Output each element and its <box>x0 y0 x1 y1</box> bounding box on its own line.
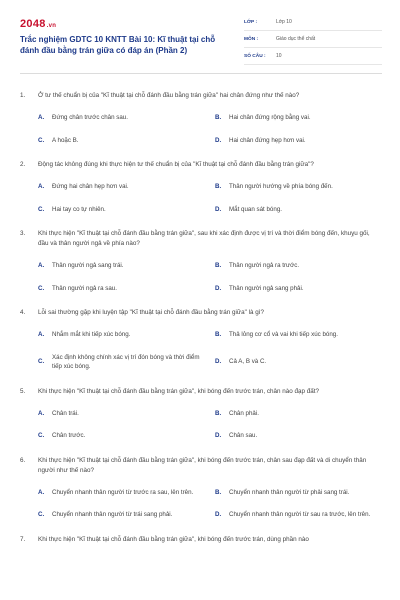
question-text: Lỗi sai thường gặp khi luyện tập "Kĩ thuật tại chỗ đánh đầu bằng trán giữa" là gì? <box>38 309 265 316</box>
question-text: Ở tư thế chuẩn bị của "Kĩ thuật tại chỗ đánh đầu bằng trán giữa" hai chân đứng như thế nào? <box>38 92 300 99</box>
question-line <box>20 229 382 249</box>
answer-option[interactable] <box>38 409 205 419</box>
option-text: Thân người ngả sang trái. <box>52 262 124 269</box>
question-text: Khi thực hiện "Kĩ thuật tại chỗ đánh đầu bằng trán giữa", sau khi xác định được vị trí và thời điểm bóng đến, khuỵu gối, đầu và thân người ngả về phía nào? <box>38 230 370 247</box>
option-text: Thân người ngả sang phải. <box>229 284 304 292</box>
question-line <box>20 308 382 318</box>
answer-option[interactable] <box>215 182 382 192</box>
question-number: 7. <box>20 535 26 543</box>
answer-option[interactable] <box>38 488 205 498</box>
option-text: Hai chân đứng rộng bằng vai. <box>229 114 311 121</box>
option-letter: D. <box>215 136 222 144</box>
question-number: 4. <box>20 309 26 316</box>
document-meta <box>244 14 382 65</box>
question-line <box>20 535 382 545</box>
answer-option[interactable] <box>38 205 205 215</box>
answer-options <box>20 182 382 214</box>
option-text: Đứng chân trước chân sau. <box>52 114 128 121</box>
answer-option[interactable] <box>215 205 382 215</box>
answer-options <box>20 113 382 145</box>
option-letter: B. <box>215 331 222 338</box>
option-text: Chân phải. <box>229 409 259 417</box>
answer-options <box>20 409 382 441</box>
logo-main: 2048 <box>20 18 46 30</box>
option-letter: D. <box>215 205 222 213</box>
question-item <box>20 387 382 441</box>
option-text: Nhắm mắt khi tiếp xúc bóng. <box>52 331 131 338</box>
question-line <box>20 387 382 397</box>
question-number: 1. <box>20 92 26 99</box>
option-text: Chân sau. <box>229 432 258 439</box>
option-letter: C. <box>38 205 45 213</box>
option-text: Chân trái. <box>52 409 79 417</box>
option-letter: A. <box>38 409 45 417</box>
question-list <box>20 91 382 545</box>
option-letter: B. <box>215 409 222 417</box>
meta-value: 10 <box>276 53 282 59</box>
option-letter: C. <box>38 284 45 292</box>
option-text: A hoặc B. <box>52 136 79 144</box>
option-text: Hai tay co tự nhiên. <box>52 205 106 213</box>
answer-options <box>20 330 382 372</box>
document-header <box>20 12 382 74</box>
option-text: Hai chân đứng hẹp hơn vai. <box>229 136 306 144</box>
option-letter: B. <box>215 183 222 190</box>
meta-row <box>244 31 382 48</box>
option-text: Chuyển nhanh thân người từ trước ra sau, lên trên. <box>52 488 194 496</box>
answer-option[interactable] <box>38 113 205 123</box>
question-item <box>20 456 382 520</box>
answer-option[interactable] <box>38 330 205 340</box>
answer-option[interactable] <box>215 261 382 271</box>
option-text: Thân người ngả ra trước. <box>229 262 300 269</box>
option-text: Thân người ngả ra sau. <box>52 284 117 292</box>
option-letter: B. <box>215 488 222 496</box>
option-letter: A. <box>38 488 45 496</box>
answer-option[interactable] <box>38 431 205 441</box>
option-letter: A. <box>38 114 45 121</box>
option-text: Chuyển nhanh thân người từ phải sang trái. <box>229 488 350 496</box>
answer-option[interactable] <box>215 113 382 123</box>
meta-label: SỐ CÂU : <box>244 53 266 59</box>
option-text: Xác định không chính xác vị trí đón bóng và thời điểm tiếp xúc bóng. <box>52 353 200 370</box>
option-letter: D. <box>215 511 222 518</box>
option-letter: A. <box>38 331 45 338</box>
question-item <box>20 91 382 145</box>
meta-label: MÔN : <box>244 36 259 42</box>
question-line <box>20 91 382 101</box>
answer-option[interactable] <box>215 409 382 419</box>
option-text: Mắt quan sát bóng. <box>229 205 282 213</box>
option-text: Cả A, B và C. <box>229 358 267 366</box>
question-text: Khi thực hiện "Kĩ thuật tại chỗ đánh đầu bằng trán giữa", khi bóng đến trước trán, chân nào đạp đất? <box>38 387 320 395</box>
option-letter: D. <box>215 432 222 439</box>
answer-option[interactable] <box>215 510 382 520</box>
question-line <box>20 160 382 170</box>
option-letter: B. <box>215 262 222 269</box>
option-letter: C. <box>38 511 45 518</box>
question-text: Động tác không đúng khi thực hiện tư thế chuẩn bị của "Kĩ thuật tại chỗ đánh đầu bằng trán giữa"? <box>38 161 314 168</box>
question-number: 6. <box>20 456 26 464</box>
option-letter: C. <box>38 136 45 144</box>
answer-option[interactable] <box>38 182 205 192</box>
document-title: Trắc nghiệm GDTC 10 KNTT Bài 10: Kĩ thuật tại chỗ đánh đầu bằng trán giữa có đáp án (Phần 2) <box>20 35 216 55</box>
site-logo[interactable] <box>20 18 56 30</box>
option-letter: C. <box>38 358 45 366</box>
question-line <box>20 456 382 476</box>
option-text: Chuyển nhanh thân người từ sau ra trước, lên trên. <box>229 511 371 518</box>
question-number: 5. <box>20 387 26 395</box>
question-item <box>20 160 382 214</box>
answer-option[interactable] <box>215 488 382 498</box>
option-letter: A. <box>38 183 45 190</box>
answer-option[interactable] <box>215 330 382 340</box>
question-item <box>20 535 382 545</box>
question-item <box>20 308 382 372</box>
answer-option[interactable] <box>215 431 382 441</box>
option-letter: C. <box>38 432 45 439</box>
question-number: 3. <box>20 230 26 237</box>
option-letter: A. <box>38 262 45 269</box>
answer-option[interactable] <box>215 136 382 146</box>
question-text: Khi thực hiện "Kĩ thuật tại chỗ đánh đầu bằng trán giữa", khi bóng đến trước trán, chân sau đạp đất và di chuyển thân người như thế nào? <box>38 456 367 474</box>
option-text: Thả lỏng cơ cổ và vai khi tiếp xúc bóng. <box>229 331 338 338</box>
option-letter: D. <box>215 284 222 292</box>
answer-option[interactable] <box>215 353 382 372</box>
meta-row <box>244 14 382 31</box>
option-text: Đứng hai chân hẹp hơn vai. <box>52 183 129 190</box>
answer-option[interactable] <box>38 284 205 294</box>
option-text: Chân trước. <box>52 432 86 439</box>
answer-options <box>20 261 382 293</box>
question-text: Khi thực hiện "Kĩ thuật tại chỗ đánh đầu bằng trán giữa", khi bóng đến trước trán, dùng phần nào <box>38 535 309 543</box>
question-number: 2. <box>20 161 26 168</box>
option-letter: D. <box>215 358 222 366</box>
question-item <box>20 229 382 293</box>
answer-option[interactable] <box>38 353 205 372</box>
meta-row <box>244 48 382 65</box>
meta-label: LỚP : <box>244 19 258 25</box>
logo-suffix: .vn <box>46 23 57 29</box>
answer-option[interactable] <box>215 284 382 294</box>
option-text: Chuyển nhanh thân người từ trái sang phải. <box>52 511 173 518</box>
meta-value: Lớp 10 <box>276 19 292 25</box>
option-letter: B. <box>215 114 222 121</box>
answer-option[interactable] <box>38 136 205 146</box>
answer-option[interactable] <box>38 510 205 520</box>
answer-options <box>20 488 382 520</box>
meta-value: Giáo dục thể chất <box>276 36 316 42</box>
answer-option[interactable] <box>38 261 205 271</box>
option-text: Thân người hướng về phía bóng đến. <box>229 183 333 190</box>
